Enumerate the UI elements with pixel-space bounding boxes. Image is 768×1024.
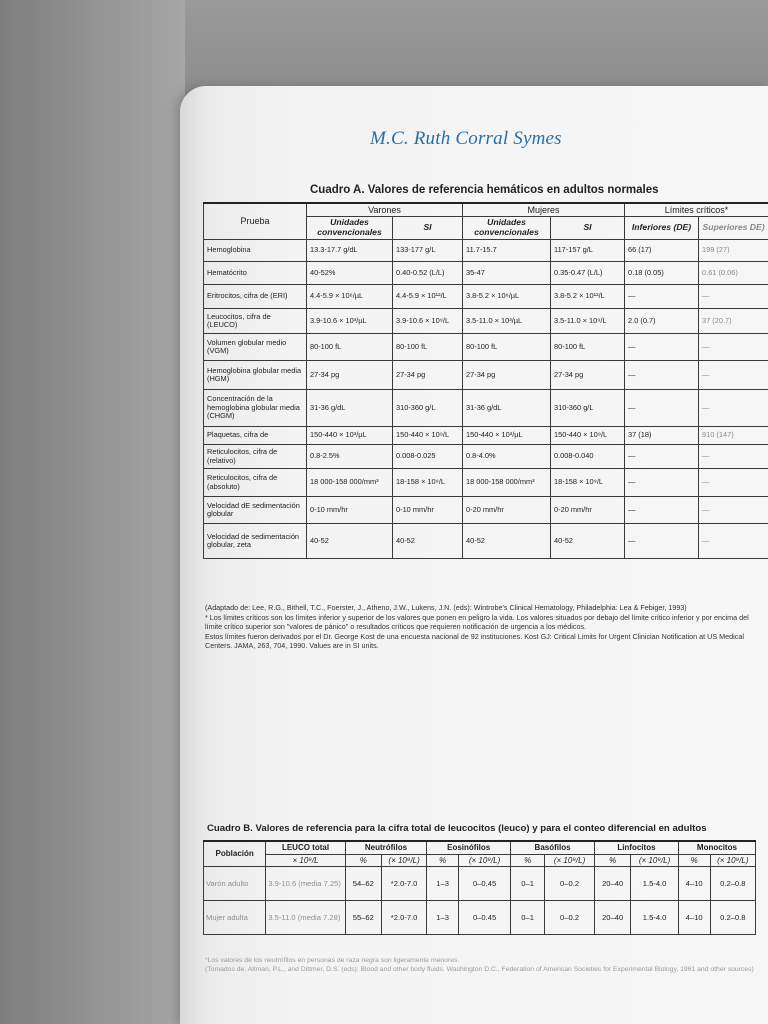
cell-prueba: Hemoglobina (204, 240, 307, 262)
header-leuco-total: LEUCO total (266, 841, 345, 854)
cell-varones-si: 4.4-5.9 × 10¹²/L (393, 285, 463, 309)
cell-prueba: Reticulocitos, cifra de (relativo) (204, 445, 307, 469)
cell-inferior: — (625, 361, 699, 390)
table-a (203, 202, 768, 559)
cell-inferior: — (625, 497, 699, 524)
cell-mujeres-uc: 150-440 × 10³/µL (463, 427, 551, 445)
note-kost: Estos límites fueron derivados por el Dr. George Kost de una encuesta nacional de 92 instituciones. Kost GJ: Critical Limits for Urgent Clinician Notification at US Medical Centers. JAMA, 263, 704, 1990. Values are in SI units. (205, 631, 744, 650)
cell-varones-si: 80-100 fL (393, 334, 463, 361)
table-row (204, 285, 768, 309)
cell-mon-abs: 0.2–0.8 (710, 901, 755, 935)
cell-inferior: — (625, 445, 699, 469)
note-critical-limits: * Los límites críticos son los límites inferior y superior de los valores que ponen en peligro la vida. Los valores situados por debajo del límite crítico inferior y por encima del límite crítico superior son "valores de pánico" o resultados críticos que requieren notificación de urgencia a los médicos. (205, 612, 749, 631)
cell-lin-pct: 20–40 (595, 901, 631, 935)
footnote-source: (Tomados de: Altman, P.L., and Dittmer, D.S. (eds): Blood and other body fluids. Washington D.C., Federation of American Societies for Experimental Biology, 1961 and other sources) (205, 966, 754, 974)
cell-bas-pct: 0–1 (511, 867, 545, 901)
table-b-header-row (204, 841, 756, 854)
cell-mujeres-si: 3.8-5.2 × 10¹²/L (551, 285, 625, 309)
cell-mujeres-si: 0.35-0.47 (L/L) (551, 262, 625, 285)
cell-mujeres-uc: 31-36 g/dL (463, 390, 551, 427)
cell-superior: 37 (20.7) (699, 309, 768, 334)
unit-pct: % (595, 854, 631, 867)
header-monocitos: Monocitos (678, 841, 755, 854)
cell-mujeres-si: 0.008-0.040 (551, 445, 625, 469)
unit-pct: % (427, 854, 459, 867)
table-row (204, 262, 768, 285)
table-a-notes (205, 603, 765, 651)
cell-mujeres-uc: 27-34 pg (463, 361, 551, 390)
unit-abs: (× 10⁹/L) (459, 854, 511, 867)
cell-superior: 199 (27) (699, 240, 768, 262)
cell-superior: — (699, 390, 768, 427)
cell-mujeres-uc: 3.8-5.2 × 10⁶/µL (463, 285, 551, 309)
cell-superior: — (699, 334, 768, 361)
cell-prueba: Eritrocitos, cifra de (ERI) (204, 285, 307, 309)
cell-prueba: Hemoglobina globular media (HGM) (204, 361, 307, 390)
cell-varones-uc: 13.3-17.7 g/dL (307, 240, 393, 262)
cell-mujeres-si: 27-34 pg (551, 361, 625, 390)
header-eosinofilos: Eosinófilos (427, 841, 511, 854)
cell-neu-pct: 55–62 (345, 901, 381, 935)
background-left (0, 0, 185, 1024)
cell-inferior: 66 (17) (625, 240, 699, 262)
cell-leuco: 3.9-10.6 (media 7.25) (266, 867, 345, 901)
cell-varones-si: 0.40-0.52 (L/L) (393, 262, 463, 285)
cell-superior: 0.61 (0.06) (699, 262, 768, 285)
cell-prueba: Plaquetas, cifra de (204, 427, 307, 445)
table-row (204, 427, 768, 445)
cell-varones-si: 3.9-10.6 × 10⁹/L (393, 309, 463, 334)
header-mujeres: Mujeres (463, 203, 625, 217)
cell-bas-abs: 0–0.2 (545, 901, 595, 935)
unit-pct: % (511, 854, 545, 867)
cell-bas-pct: 0–1 (511, 901, 545, 935)
table-row (204, 867, 756, 901)
table-row (204, 361, 768, 390)
cell-superior: — (699, 285, 768, 309)
header-neutrofilos: Neutrófilos (345, 841, 427, 854)
cell-mujeres-uc: 35-47 (463, 262, 551, 285)
cell-inferior: 0.18 (0.05) (625, 262, 699, 285)
cell-inferior: 37 (18) (625, 427, 699, 445)
header-limites: Límites críticos* (625, 203, 768, 217)
cell-varones-uc: 18 000-158 000/mm³ (307, 469, 393, 497)
unit-pct: % (678, 854, 710, 867)
brand-signature: M.C. Ruth Corral Symes (370, 128, 562, 149)
cell-varones-si: 150-440 × 10⁹/L (393, 427, 463, 445)
cell-varones-si: 133-177 g/L (393, 240, 463, 262)
cell-varones-uc: 27-34 pg (307, 361, 393, 390)
cell-mon-abs: 0.2–0.8 (710, 867, 755, 901)
unit-abs: (× 10⁹/L) (381, 854, 426, 867)
cell-leuco: 3.5-11.0 (media 7.28) (266, 901, 345, 935)
cell-varones-uc: 150-440 × 10³/µL (307, 427, 393, 445)
cell-inferior: — (625, 390, 699, 427)
unit-pct: % (345, 854, 381, 867)
cell-lin-abs: 1.5-4.0 (631, 901, 679, 935)
table-row (204, 309, 768, 334)
header-prueba: Prueba (204, 203, 307, 240)
cell-mujeres-uc: 0-20 mm/hr (463, 497, 551, 524)
cell-inferior: — (625, 334, 699, 361)
cell-mon-pct: 4–10 (678, 901, 710, 935)
cell-poblacion: Varón adulto (204, 867, 266, 901)
cell-superior: 910 (147) (699, 427, 768, 445)
cell-eos-abs: 0–0.45 (459, 867, 511, 901)
table-b-footnotes (205, 956, 761, 974)
cell-varones-si: 310-360 g/L (393, 390, 463, 427)
cell-mujeres-uc: 80-100 fL (463, 334, 551, 361)
table-b-units-row (204, 854, 756, 867)
cell-inferior: 2.0 (0.7) (625, 309, 699, 334)
table-row (204, 524, 768, 559)
table-a-caption: Cuadro A. Valores de referencia hemáticos en adultos normales (310, 184, 659, 196)
cell-neu-abs: *2.0-7.0 (381, 867, 426, 901)
cell-prueba: Volumen globular medio (VGM) (204, 334, 307, 361)
cell-superior: — (699, 524, 768, 559)
cell-bas-abs: 0–0.2 (545, 867, 595, 901)
cell-mujeres-uc: 0.8-4.0% (463, 445, 551, 469)
cell-mujeres-si: 80-100 fL (551, 334, 625, 361)
unit-abs: (× 10⁹/L) (631, 854, 679, 867)
cell-varones-si: 0-10 mm/hr (393, 497, 463, 524)
table-row (204, 497, 768, 524)
unit-leuco: × 10⁹/L (266, 854, 345, 867)
cell-superior: — (699, 445, 768, 469)
table-a-header-row (204, 203, 768, 217)
cell-prueba: Velocidad de sedimentación globular, zeta (204, 524, 307, 559)
header-varones-unidades: Unidades convencionales (307, 217, 393, 240)
cell-mujeres-si: 40-52 (551, 524, 625, 559)
cell-mujeres-si: 18-158 × 10⁹/L (551, 469, 625, 497)
header-mujeres-unidades: Unidades convencionales (463, 217, 551, 240)
header-poblacion: Población (204, 841, 266, 867)
cell-prueba: Concentración de la hemoglobina globular media (CHGM) (204, 390, 307, 427)
header-linfocitos: Linfocitos (595, 841, 679, 854)
cell-mujeres-si: 310-360 g/L (551, 390, 625, 427)
cell-mujeres-si: 0-20 mm/hr (551, 497, 625, 524)
cell-varones-uc: 80-100 fL (307, 334, 393, 361)
table-b (203, 840, 756, 935)
table-row (204, 445, 768, 469)
header-varones-si: SI (393, 217, 463, 240)
header-superiores: Superiores DE) (699, 217, 768, 240)
cell-eos-abs: 0–0.45 (459, 901, 511, 935)
unit-abs: (× 10⁹/L) (545, 854, 595, 867)
cell-neu-abs: *2.0-7.0 (381, 901, 426, 935)
table-row (204, 390, 768, 427)
cell-inferior: — (625, 285, 699, 309)
cell-varones-si: 40-52 (393, 524, 463, 559)
cell-varones-uc: 31-36 g/dL (307, 390, 393, 427)
cell-varones-uc: 40-52% (307, 262, 393, 285)
cell-prueba: Reticulocitos, cifra de (absoluto) (204, 469, 307, 497)
cell-mujeres-si: 150-440 × 10⁹/L (551, 427, 625, 445)
cell-mujeres-si: 3.5-11.0 × 10⁹/L (551, 309, 625, 334)
cell-varones-uc: 3.9-10.6 × 10³/µL (307, 309, 393, 334)
cell-mujeres-uc: 40-52 (463, 524, 551, 559)
cell-varones-uc: 40-52 (307, 524, 393, 559)
table-b-caption: Cuadro B. Valores de referencia para la cifra total de leucocitos (leuco) y para el conteo diferencial en adultos (207, 823, 707, 834)
cell-inferior: — (625, 524, 699, 559)
cell-varones-si: 0.008-0.025 (393, 445, 463, 469)
table-row (204, 240, 768, 262)
cell-varones-si: 27-34 pg (393, 361, 463, 390)
cell-mujeres-uc: 18 000-158 000/mm³ (463, 469, 551, 497)
footnote-neutrofilos: *Los valores de los neutrófilos en personas de raza negra son ligeramente menores. (205, 957, 460, 964)
cell-varones-uc: 0.8-2.5% (307, 445, 393, 469)
cell-mujeres-uc: 3.5-11.0 × 10³/µL (463, 309, 551, 334)
cell-mon-pct: 4–10 (678, 867, 710, 901)
cell-eos-pct: 1–3 (427, 901, 459, 935)
unit-abs: (× 10⁹/L) (710, 854, 755, 867)
cell-superior: — (699, 497, 768, 524)
cell-lin-abs: 1.5-4.0 (631, 867, 679, 901)
cell-superior: — (699, 469, 768, 497)
cell-varones-uc: 0-10 mm/hr (307, 497, 393, 524)
cell-poblacion: Mujer adulta (204, 901, 266, 935)
cell-prueba: Leucocitos, cifra de (LEUCO) (204, 309, 307, 334)
cell-lin-pct: 20–40 (595, 867, 631, 901)
table-row (204, 901, 756, 935)
cell-mujeres-si: 117-157 g/L (551, 240, 625, 262)
cell-superior: — (699, 361, 768, 390)
table-row (204, 469, 768, 497)
cell-inferior: — (625, 469, 699, 497)
cell-varones-si: 18-158 × 10⁹/L (393, 469, 463, 497)
cell-neu-pct: 54–62 (345, 867, 381, 901)
header-mujeres-si: SI (551, 217, 625, 240)
cell-prueba: Hematócrito (204, 262, 307, 285)
header-basofilos: Basófilos (511, 841, 595, 854)
note-source: (Adaptado de: Lee, R.G., Bithell, T.C., Foerster, J., Atheno, J.W., Lukens, J.N. (eds): Wintrobe's Clinical Hematology, Philadelphia: Lea & Febiger, 1993) (205, 603, 687, 612)
header-varones: Varones (307, 203, 463, 217)
cell-varones-uc: 4.4-5.9 × 10⁶/µL (307, 285, 393, 309)
cell-eos-pct: 1–3 (427, 867, 459, 901)
cell-mujeres-uc: 11.7-15.7 (463, 240, 551, 262)
header-inferiores: Inferiores (DE) (625, 217, 699, 240)
table-row (204, 334, 768, 361)
cell-prueba: Velocidad dE sedimentación globular (204, 497, 307, 524)
